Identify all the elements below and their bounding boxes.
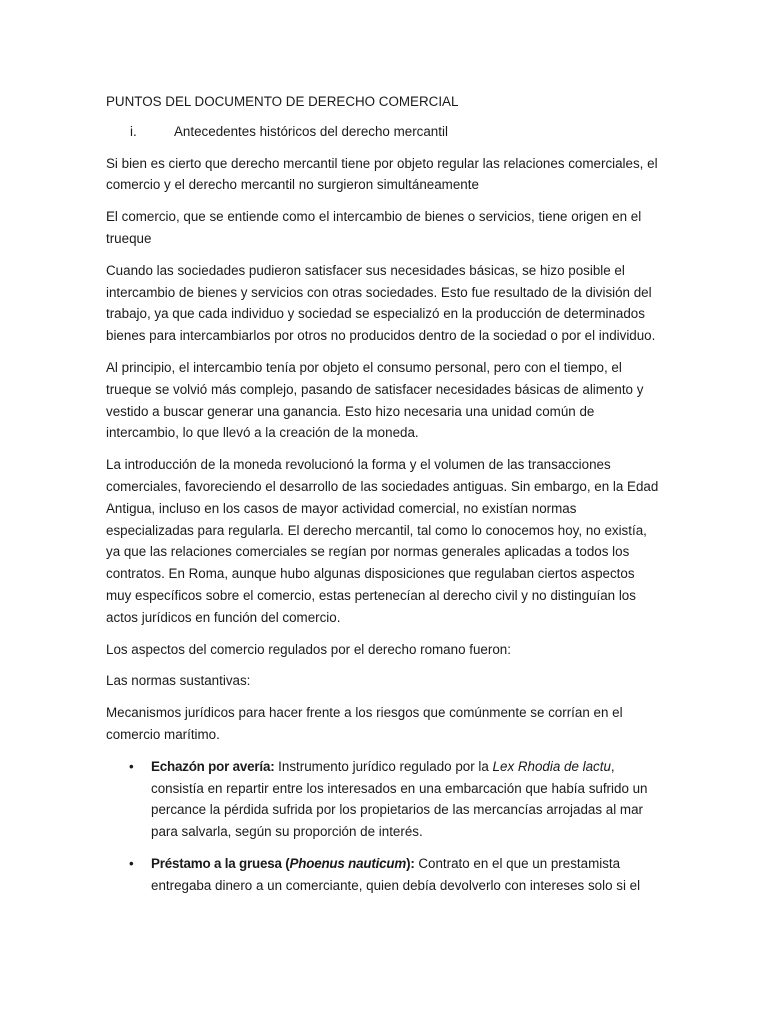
paragraph: Los aspectos del comercio regulados por el derecho romano fueron:: [106, 641, 511, 657]
document-title: PUNTOS DEL DOCUMENTO DE DERECHO COMERCIAL: [106, 94, 459, 109]
bullet-italic-text: Lex Rhodia de lactu: [492, 758, 611, 774]
bullet-icon: •: [129, 855, 134, 871]
section-heading: [106, 121, 662, 143]
paragraph: Mecanismos jurídicos para hacer frente a los riesgos que comúnmente se corrían en el comercio marítimo.: [106, 705, 623, 742]
section-heading-text: Antecedentes históricos del derecho mercantil: [174, 123, 448, 139]
paragraph: Cuando las sociedades pudieron satisfacer sus necesidades básicas, se hizo posible el intercambio de bienes y servicios con otras sociedades. Esto fue resultado de la división del trabajo, ya que cada individuo y sociedad se especializó en la producción de determinados bienes para intercambiarlos por otros no producidos dentro de la sociedad o por el individuo.: [106, 262, 656, 344]
document-body: [106, 91, 662, 907]
bullet-term-italic: Phoenus nauticum: [289, 855, 407, 871]
list-item: [106, 756, 662, 843]
paragraph: Si bien es cierto que derecho mercantil tiene por objeto regular las relaciones comerciales, el comercio y el derecho mercantil no surgieron simultáneamente: [106, 155, 658, 193]
section-number: i.: [130, 123, 137, 139]
bullet-term: Echazón por avería:: [151, 758, 275, 774]
bullet-term: [151, 856, 415, 871]
paragraph: El comercio, que se entiende como el intercambio de bienes o servicios, tiene origen en el trueque: [106, 209, 642, 246]
paragraph: Al principio, el intercambio tenía por objeto el consumo personal, pero con el tiempo, el trueque se volvió más complejo, pasando de satisfacer necesidades básicas de alimento y vestido a buscar generar una ganancia. Esto hizo necesaria una unidad común de intercambio, lo que llevó a la creación de la moneda.: [106, 359, 644, 441]
bullet-term-suffix: ):: [406, 855, 415, 871]
bullet-list: [106, 756, 662, 897]
bullet-icon: •: [129, 758, 134, 774]
list-item: [106, 853, 662, 897]
paragraph: Las normas sustantivas:: [106, 673, 251, 689]
bullet-text: , consistía en repartir entre los interesados en una embarcación que había sufrido un percance la pérdida sufrida por los propietarios de las mercancías arrojadas al mar para salvarla, según su proporción de interés.: [151, 758, 648, 840]
bullet-term-prefix: Préstamo a la gruesa (: [151, 855, 290, 871]
paragraph: La introducción de la moneda revolucionó la forma y el volumen de las transacciones comerciales, favoreciendo el desarrollo de las sociedades antiguas. Sin embargo, en la Edad Antigua, incluso en los casos de mayor actividad comercial, no existían normas especializadas para regularla. El derecho mercantil, tal como lo conocemos hoy, no existía, ya que las relaciones comerciales se regían por normas generales aplicadas a todos los contratos. En Roma, aunque hubo algunas disposiciones que regulaban ciertos aspectos muy específicos sobre el comercio, estas pertenecían al derecho civil y no distinguían los actos jurídicos en función del comercio.: [106, 457, 659, 625]
bullet-text: Contrato en el que un prestamista entregaba dinero a un comerciante, quien debía devolverlo con intereses solo si el: [151, 855, 641, 893]
bullet-text: Instrumento jurídico regulado por la: [274, 758, 493, 774]
